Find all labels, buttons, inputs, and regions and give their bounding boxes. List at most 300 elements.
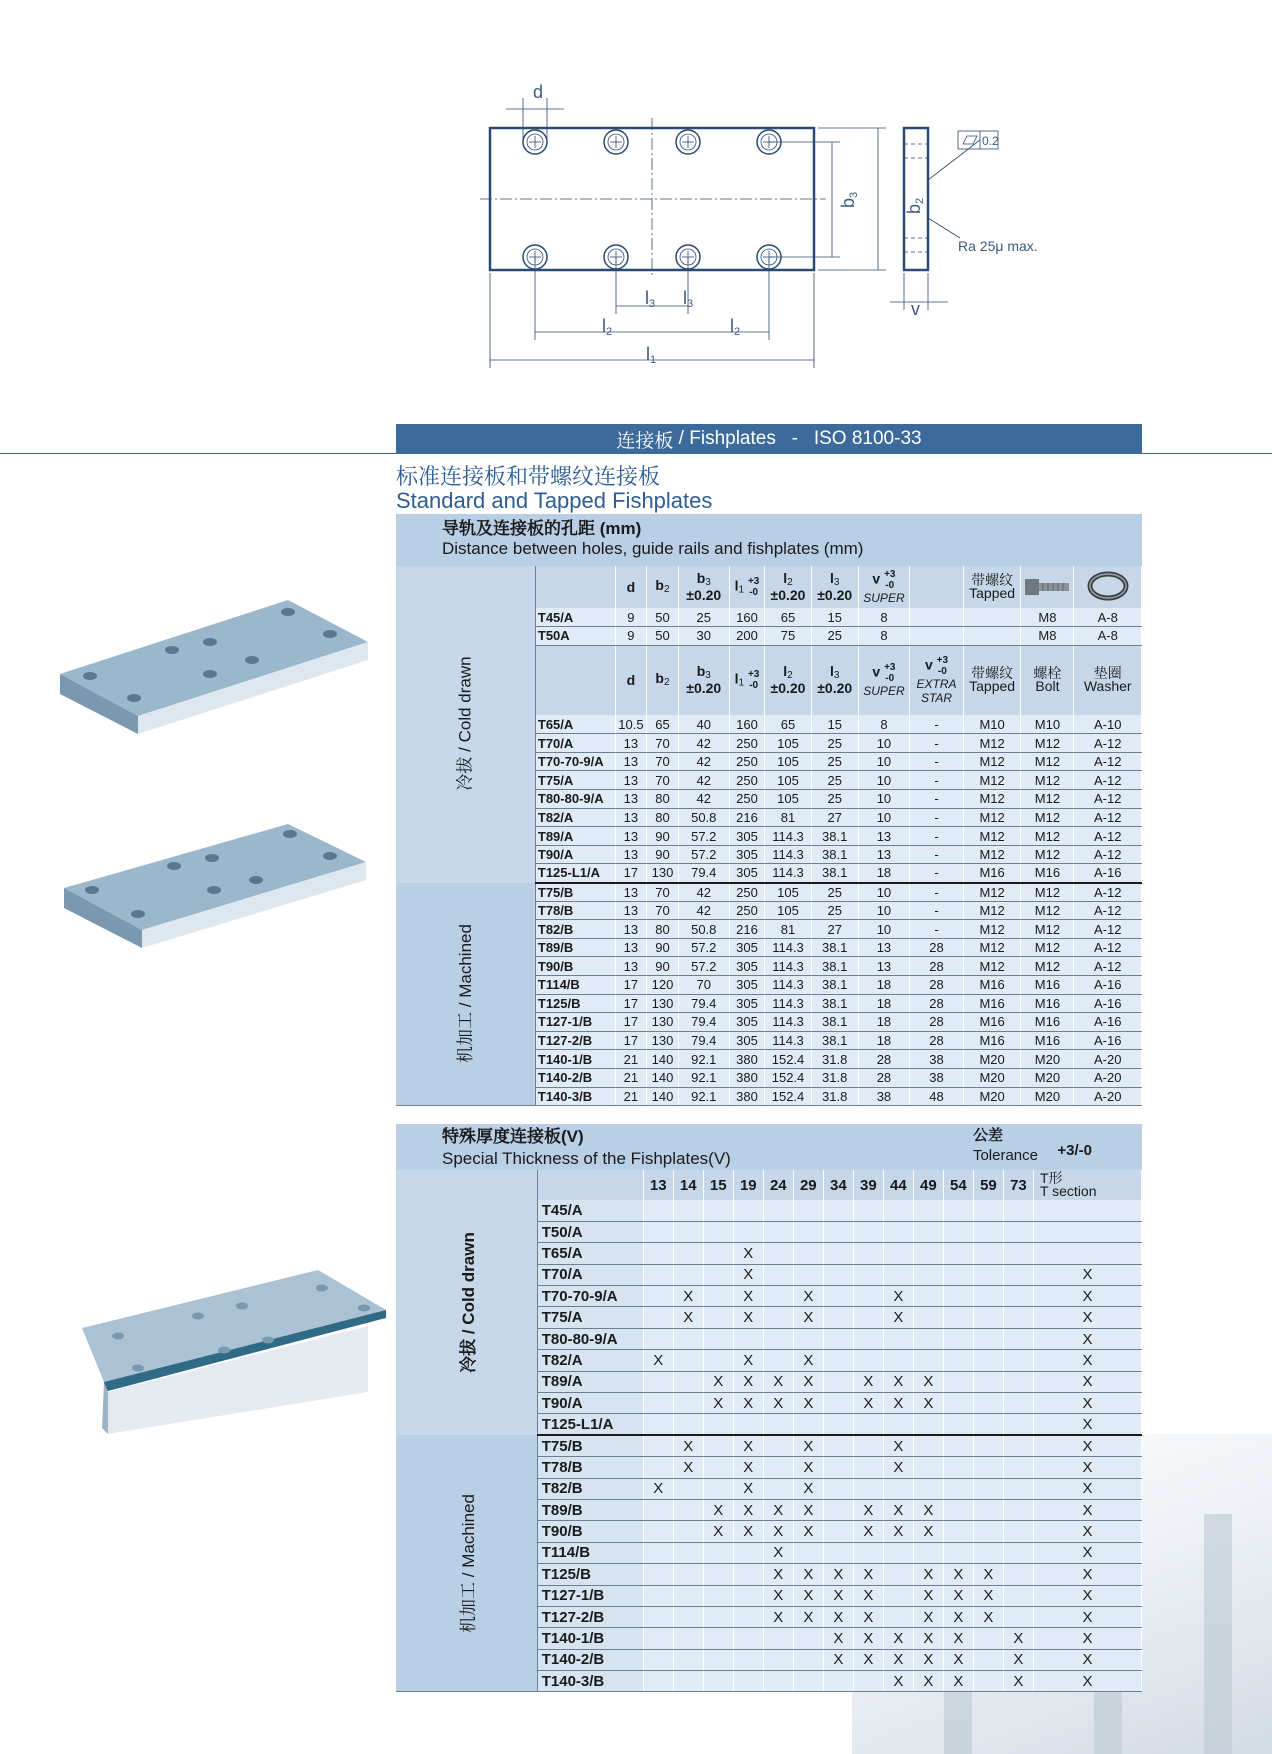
cell-d: 17 bbox=[615, 1013, 647, 1032]
cell-tapped: M16 bbox=[963, 994, 1021, 1013]
cell-l2: 152.4 bbox=[765, 1050, 812, 1069]
cell-54: X bbox=[943, 1585, 973, 1606]
cell-73 bbox=[1003, 1264, 1033, 1285]
cell-34 bbox=[823, 1393, 853, 1414]
cell-washer: A-12 bbox=[1074, 883, 1142, 902]
cell-14 bbox=[673, 1585, 703, 1606]
cell-v-extra-star: - bbox=[910, 920, 963, 939]
model-name: T45/A bbox=[537, 1200, 643, 1221]
cell-73 bbox=[1003, 1350, 1033, 1371]
hdr-b: b bbox=[655, 669, 664, 686]
cell-49 bbox=[913, 1221, 943, 1242]
header-thickness-39: 39 bbox=[853, 1170, 883, 1200]
cell-b2: 80 bbox=[647, 790, 678, 809]
cell-b2: 130 bbox=[647, 1013, 678, 1032]
header-thickness-13: 13 bbox=[643, 1170, 673, 1200]
cell-v-extra-star: - bbox=[910, 845, 963, 864]
hdr-v: v bbox=[872, 570, 881, 587]
header-b2 bbox=[647, 566, 678, 608]
model-name: T127-1/B bbox=[535, 1013, 615, 1032]
cell-13 bbox=[643, 1435, 673, 1456]
cell-tapped: M16 bbox=[963, 1013, 1021, 1032]
cell-tapped: M12 bbox=[963, 845, 1021, 864]
cell-l3: 38.1 bbox=[811, 864, 858, 883]
group-cold-drawn bbox=[396, 1170, 537, 1435]
cell-b3: 79.4 bbox=[678, 1031, 729, 1050]
cell-v-extra-star: - bbox=[910, 827, 963, 846]
cell-19: X bbox=[733, 1521, 763, 1542]
cell-29 bbox=[793, 1243, 823, 1264]
cell-59 bbox=[973, 1478, 1003, 1499]
cell-54 bbox=[943, 1221, 973, 1242]
cell-44: X bbox=[883, 1307, 913, 1328]
hdr-tol-minus: -0 bbox=[937, 666, 947, 678]
cell-14 bbox=[673, 1350, 703, 1371]
cell-59 bbox=[973, 1521, 1003, 1542]
cell-v-extra-star: 28 bbox=[910, 938, 963, 957]
cell-19: X bbox=[733, 1393, 763, 1414]
bolt-icon bbox=[1023, 573, 1071, 599]
cell-b2: 140 bbox=[647, 1068, 678, 1087]
flatness-leader bbox=[928, 140, 980, 180]
cell-34 bbox=[823, 1350, 853, 1371]
cell-v-extra-star: - bbox=[910, 734, 963, 753]
table-row bbox=[396, 883, 1142, 902]
cell-54: X bbox=[943, 1628, 973, 1649]
cell-l2: 81 bbox=[765, 920, 812, 939]
cell-54 bbox=[943, 1478, 973, 1499]
cell-73: X bbox=[1003, 1649, 1033, 1670]
table2-caption-en: Special Thickness of the Fishplates(V) bbox=[442, 1149, 731, 1168]
cell-19: X bbox=[733, 1243, 763, 1264]
cell-l2: 105 bbox=[765, 790, 812, 809]
cell-15 bbox=[703, 1564, 733, 1585]
cell-bolt: M12 bbox=[1021, 734, 1074, 753]
cell-34 bbox=[823, 1542, 853, 1563]
cell-b3: 79.4 bbox=[678, 1013, 729, 1032]
cell-d: 10.5 bbox=[615, 715, 647, 734]
cell-73 bbox=[1003, 1457, 1033, 1478]
cell-15: X bbox=[703, 1499, 733, 1520]
cell-tapped: M12 bbox=[963, 734, 1021, 753]
cell-14: X bbox=[673, 1286, 703, 1307]
cell-54 bbox=[943, 1328, 973, 1349]
cell-14 bbox=[673, 1478, 703, 1499]
cell-t-section: X bbox=[1033, 1371, 1141, 1392]
cell-b2: 65 bbox=[647, 715, 678, 734]
cell-v-extra-star: 38 bbox=[910, 1050, 963, 1069]
washer-icon bbox=[1086, 571, 1130, 601]
cell-39: X bbox=[853, 1521, 883, 1542]
cell-13 bbox=[643, 1499, 673, 1520]
header-b3 bbox=[678, 645, 729, 715]
cell-19 bbox=[733, 1649, 763, 1670]
cell-34 bbox=[823, 1286, 853, 1307]
cell-v-extra-star: 28 bbox=[910, 976, 963, 995]
cell-59 bbox=[973, 1393, 1003, 1414]
cell-tapped: M20 bbox=[963, 1087, 1021, 1106]
cell-bolt: M8 bbox=[1021, 608, 1074, 627]
cell-39 bbox=[853, 1478, 883, 1499]
cell-15: X bbox=[703, 1371, 733, 1392]
cell-washer: A-12 bbox=[1074, 752, 1142, 771]
header-l3 bbox=[811, 645, 858, 715]
cell-59 bbox=[973, 1628, 1003, 1649]
tolerance-value: +3/-0 bbox=[1057, 1142, 1092, 1159]
cell-l1: 216 bbox=[729, 920, 764, 939]
cell-14: X bbox=[673, 1457, 703, 1478]
hdr-l1-tol bbox=[748, 576, 759, 598]
hdr-tol: ±0.20 bbox=[817, 680, 853, 697]
cell-29: X bbox=[793, 1499, 823, 1520]
cell-59 bbox=[973, 1671, 1003, 1692]
cell-t-section: X bbox=[1033, 1606, 1141, 1627]
cell-14 bbox=[673, 1499, 703, 1520]
cell-bolt: M12 bbox=[1021, 920, 1074, 939]
cell-54: X bbox=[943, 1606, 973, 1627]
cell-v-super: 10 bbox=[858, 734, 910, 753]
cell-v-extra-star: - bbox=[910, 715, 963, 734]
cell-13 bbox=[643, 1649, 673, 1670]
cell-l1: 305 bbox=[729, 938, 764, 957]
cell-l3: 38.1 bbox=[811, 976, 858, 995]
cell-l1: 305 bbox=[729, 1031, 764, 1050]
cell-15 bbox=[703, 1606, 733, 1627]
cell-73 bbox=[1003, 1585, 1033, 1606]
model-name: T82/B bbox=[537, 1478, 643, 1499]
cell-b2: 50 bbox=[647, 627, 678, 646]
cell-24 bbox=[763, 1221, 793, 1242]
model-name: T75/A bbox=[537, 1307, 643, 1328]
cell-t-section: X bbox=[1033, 1564, 1141, 1585]
cell-49 bbox=[913, 1350, 943, 1371]
cell-13 bbox=[643, 1606, 673, 1627]
hdr-v: v bbox=[872, 664, 881, 681]
cell-13 bbox=[643, 1414, 673, 1435]
cell-b2: 130 bbox=[647, 994, 678, 1013]
cell-34 bbox=[823, 1200, 853, 1221]
cell-tapped: M12 bbox=[963, 827, 1021, 846]
cell-73 bbox=[1003, 1328, 1033, 1349]
cell-59 bbox=[973, 1200, 1003, 1221]
cell-73 bbox=[1003, 1371, 1033, 1392]
cell-49: X bbox=[913, 1564, 943, 1585]
cell-24 bbox=[763, 1243, 793, 1264]
cell-44 bbox=[883, 1350, 913, 1371]
cell-54 bbox=[943, 1307, 973, 1328]
cell-v-extra-star bbox=[910, 608, 963, 627]
cell-13 bbox=[643, 1542, 673, 1563]
cell-15 bbox=[703, 1307, 733, 1328]
cell-54 bbox=[943, 1499, 973, 1520]
cell-v-extra-star: 28 bbox=[910, 994, 963, 1013]
label-roughness: Ra 25μ max. bbox=[958, 238, 1038, 254]
cell-t-section: X bbox=[1033, 1350, 1141, 1371]
cell-54 bbox=[943, 1350, 973, 1371]
model-name: T80-80-9/A bbox=[537, 1328, 643, 1349]
label-b3: b3 bbox=[838, 191, 860, 208]
model-name: T125/B bbox=[537, 1564, 643, 1585]
cell-19 bbox=[733, 1585, 763, 1606]
cell-24 bbox=[763, 1414, 793, 1435]
model-name: T127-2/B bbox=[535, 1031, 615, 1050]
cell-l2: 65 bbox=[765, 608, 812, 627]
cell-t-section: X bbox=[1033, 1286, 1141, 1307]
cell-15 bbox=[703, 1457, 733, 1478]
cell-v-super: 13 bbox=[858, 845, 910, 864]
cell-washer: A-12 bbox=[1074, 938, 1142, 957]
cell-14 bbox=[673, 1521, 703, 1542]
cell-l1: 305 bbox=[729, 845, 764, 864]
cell-24 bbox=[763, 1435, 793, 1456]
cell-13: X bbox=[643, 1478, 673, 1499]
cell-v-extra-star: - bbox=[910, 883, 963, 902]
header-blank bbox=[537, 1170, 643, 1200]
cell-tapped: M12 bbox=[963, 808, 1021, 827]
cell-73 bbox=[1003, 1414, 1033, 1435]
cell-washer: A-8 bbox=[1074, 608, 1142, 627]
cell-b2: 70 bbox=[647, 734, 678, 753]
header-thickness-34: 34 bbox=[823, 1170, 853, 1200]
cell-49 bbox=[913, 1286, 943, 1307]
cell-19: X bbox=[733, 1307, 763, 1328]
header-thickness-54: 54 bbox=[943, 1170, 973, 1200]
cell-tapped: M10 bbox=[963, 715, 1021, 734]
cell-l3: 25 bbox=[811, 627, 858, 646]
cell-tapped: M12 bbox=[963, 938, 1021, 957]
cell-15 bbox=[703, 1478, 733, 1499]
cell-bolt: M20 bbox=[1021, 1068, 1074, 1087]
model-name: T89/B bbox=[535, 938, 615, 957]
cell-44 bbox=[883, 1243, 913, 1264]
cell-v-super: 10 bbox=[858, 808, 910, 827]
cell-15 bbox=[703, 1264, 733, 1285]
cell-l1: 380 bbox=[729, 1068, 764, 1087]
cell-tapped: M12 bbox=[963, 957, 1021, 976]
cell-v-extra-star: - bbox=[910, 752, 963, 771]
cell-v-super: 13 bbox=[858, 938, 910, 957]
cell-b3: 42 bbox=[678, 771, 729, 790]
cell-l3: 31.8 bbox=[811, 1068, 858, 1087]
cell-24 bbox=[763, 1478, 793, 1499]
cell-b2: 70 bbox=[647, 901, 678, 920]
cell-b3: 25 bbox=[678, 608, 729, 627]
cell-49: X bbox=[913, 1606, 943, 1627]
cell-l1: 305 bbox=[729, 827, 764, 846]
cell-29 bbox=[793, 1628, 823, 1649]
cell-v-super: 10 bbox=[858, 901, 910, 920]
cell-14: X bbox=[673, 1307, 703, 1328]
cell-v-extra-star: - bbox=[910, 808, 963, 827]
cell-l3: 31.8 bbox=[811, 1050, 858, 1069]
table2-header-row bbox=[396, 1170, 1142, 1200]
cell-24: X bbox=[763, 1585, 793, 1606]
cell-l3: 15 bbox=[811, 608, 858, 627]
cell-l2: 105 bbox=[765, 734, 812, 753]
cell-d: 13 bbox=[615, 808, 647, 827]
cell-73 bbox=[1003, 1243, 1033, 1264]
cell-44: X bbox=[883, 1649, 913, 1670]
cell-d: 13 bbox=[615, 790, 647, 809]
cell-l1: 160 bbox=[729, 608, 764, 627]
cell-73 bbox=[1003, 1542, 1033, 1563]
cell-d: 13 bbox=[615, 920, 647, 939]
cell-49 bbox=[913, 1457, 943, 1478]
header-l2 bbox=[765, 645, 812, 715]
cell-73 bbox=[1003, 1435, 1033, 1456]
cell-b3: 57.2 bbox=[678, 827, 729, 846]
model-name: T82/A bbox=[537, 1350, 643, 1371]
cell-15 bbox=[703, 1414, 733, 1435]
header-thickness-44: 44 bbox=[883, 1170, 913, 1200]
model-name: T70-70-9/A bbox=[537, 1286, 643, 1307]
model-name: T78/B bbox=[537, 1457, 643, 1478]
cell-34: X bbox=[823, 1649, 853, 1670]
cell-49 bbox=[913, 1264, 943, 1285]
cell-73: X bbox=[1003, 1628, 1033, 1649]
cell-34 bbox=[823, 1328, 853, 1349]
cell-44 bbox=[883, 1564, 913, 1585]
cell-t-section: X bbox=[1033, 1542, 1141, 1563]
cell-15 bbox=[703, 1628, 733, 1649]
model-name: T140-3/B bbox=[535, 1087, 615, 1106]
cell-tapped: M12 bbox=[963, 790, 1021, 809]
cell-tapped: M20 bbox=[963, 1050, 1021, 1069]
cell-49 bbox=[913, 1414, 943, 1435]
cell-washer: A-12 bbox=[1074, 920, 1142, 939]
cell-washer: A-12 bbox=[1074, 957, 1142, 976]
cell-bolt: M12 bbox=[1021, 938, 1074, 957]
model-name: T127-2/B bbox=[537, 1606, 643, 1627]
cell-54 bbox=[943, 1457, 973, 1478]
cell-19: X bbox=[733, 1286, 763, 1307]
title-separator: - bbox=[775, 428, 814, 449]
cell-d: 17 bbox=[615, 864, 647, 883]
cell-l3: 38.1 bbox=[811, 994, 858, 1013]
table-row bbox=[396, 1435, 1142, 1456]
cell-l3: 38.1 bbox=[811, 1013, 858, 1032]
hdr-v: v bbox=[924, 657, 933, 674]
cell-49: X bbox=[913, 1371, 943, 1392]
header-l2 bbox=[765, 566, 812, 608]
cell-49 bbox=[913, 1243, 943, 1264]
cell-39: X bbox=[853, 1649, 883, 1670]
hdr-b: b bbox=[655, 576, 664, 593]
cell-14 bbox=[673, 1371, 703, 1392]
cell-29: X bbox=[793, 1307, 823, 1328]
cell-d: 13 bbox=[615, 734, 647, 753]
cell-49 bbox=[913, 1200, 943, 1221]
cell-19: X bbox=[733, 1478, 763, 1499]
cell-19: X bbox=[733, 1264, 763, 1285]
group-machined-label: 机加工 / Machined bbox=[458, 1493, 478, 1633]
cell-l2: 105 bbox=[765, 771, 812, 790]
cell-73 bbox=[1003, 1564, 1033, 1585]
header-l1 bbox=[729, 645, 764, 715]
table2-caption-cn: 特殊厚度连接板(V) bbox=[442, 1127, 584, 1146]
cell-l3: 25 bbox=[811, 771, 858, 790]
cell-14 bbox=[673, 1671, 703, 1692]
model-name: T125-L1/A bbox=[537, 1414, 643, 1435]
cell-t-section: X bbox=[1033, 1457, 1141, 1478]
table1-caption-cn: 导轨及连接板的孔距 (mm) bbox=[442, 519, 642, 538]
cell-15 bbox=[703, 1286, 733, 1307]
cell-bolt: M20 bbox=[1021, 1087, 1074, 1106]
cell-l2: 105 bbox=[765, 883, 812, 902]
model-name: T89/A bbox=[535, 827, 615, 846]
cell-washer: A-20 bbox=[1074, 1068, 1142, 1087]
cell-b2: 140 bbox=[647, 1050, 678, 1069]
cell-washer: A-16 bbox=[1074, 1031, 1142, 1050]
cell-b3: 40 bbox=[678, 715, 729, 734]
model-name: T140-1/B bbox=[537, 1628, 643, 1649]
cell-34 bbox=[823, 1457, 853, 1478]
cell-washer: A-20 bbox=[1074, 1050, 1142, 1069]
hdr-sub: 1 bbox=[738, 678, 745, 690]
cell-34 bbox=[823, 1521, 853, 1542]
model-name: T75/B bbox=[537, 1435, 643, 1456]
hdr-tapped-en: Tapped bbox=[969, 585, 1016, 601]
cell-v-super: 10 bbox=[858, 883, 910, 902]
cell-b3: 42 bbox=[678, 883, 729, 902]
cell-29: X bbox=[793, 1286, 823, 1307]
header-thickness-24: 24 bbox=[763, 1170, 793, 1200]
cell-44 bbox=[883, 1585, 913, 1606]
hdr-tol-plus: +3 bbox=[936, 655, 949, 667]
header-thickness-15: 15 bbox=[703, 1170, 733, 1200]
cell-v-extra-star: 38 bbox=[910, 1068, 963, 1087]
hdr-l: l bbox=[829, 570, 834, 586]
cell-39 bbox=[853, 1264, 883, 1285]
cell-l2: 114.3 bbox=[765, 957, 812, 976]
cell-54 bbox=[943, 1200, 973, 1221]
hdr-star: STAR bbox=[920, 691, 953, 706]
cell-l1: 250 bbox=[729, 752, 764, 771]
fishplate-image-tapped bbox=[62, 822, 374, 952]
header-thickness-49: 49 bbox=[913, 1170, 943, 1200]
model-name: T89/A bbox=[537, 1371, 643, 1392]
cell-19: X bbox=[733, 1350, 763, 1371]
model-name: T140-1/B bbox=[535, 1050, 615, 1069]
fishplate-drawing bbox=[470, 78, 1110, 378]
model-name: T89/B bbox=[537, 1499, 643, 1520]
cell-v-extra-star: 28 bbox=[910, 1031, 963, 1050]
cell-73 bbox=[1003, 1221, 1033, 1242]
cell-34 bbox=[823, 1435, 853, 1456]
cell-73 bbox=[1003, 1393, 1033, 1414]
cell-l1: 250 bbox=[729, 901, 764, 920]
cell-39 bbox=[853, 1435, 883, 1456]
cell-34 bbox=[823, 1414, 853, 1435]
model-name: T114/B bbox=[537, 1542, 643, 1563]
cell-washer: A-16 bbox=[1074, 1013, 1142, 1032]
cell-t-section: X bbox=[1033, 1585, 1141, 1606]
cell-13 bbox=[643, 1628, 673, 1649]
cell-d: 13 bbox=[615, 883, 647, 902]
cell-t-section: X bbox=[1033, 1328, 1141, 1349]
cell-v-extra-star bbox=[910, 627, 963, 646]
cell-l2: 152.4 bbox=[765, 1068, 812, 1087]
cell-tapped: M16 bbox=[963, 1031, 1021, 1050]
table1-caption-en: Distance between holes, guide rails and fishplates (mm) bbox=[442, 539, 864, 558]
cell-59: X bbox=[973, 1564, 1003, 1585]
cell-44: X bbox=[883, 1499, 913, 1520]
hdr-sub: 2 bbox=[787, 670, 793, 682]
cell-54: X bbox=[943, 1671, 973, 1692]
tolerance-label bbox=[973, 1126, 1038, 1166]
cell-29: X bbox=[793, 1393, 823, 1414]
cell-34: X bbox=[823, 1606, 853, 1627]
